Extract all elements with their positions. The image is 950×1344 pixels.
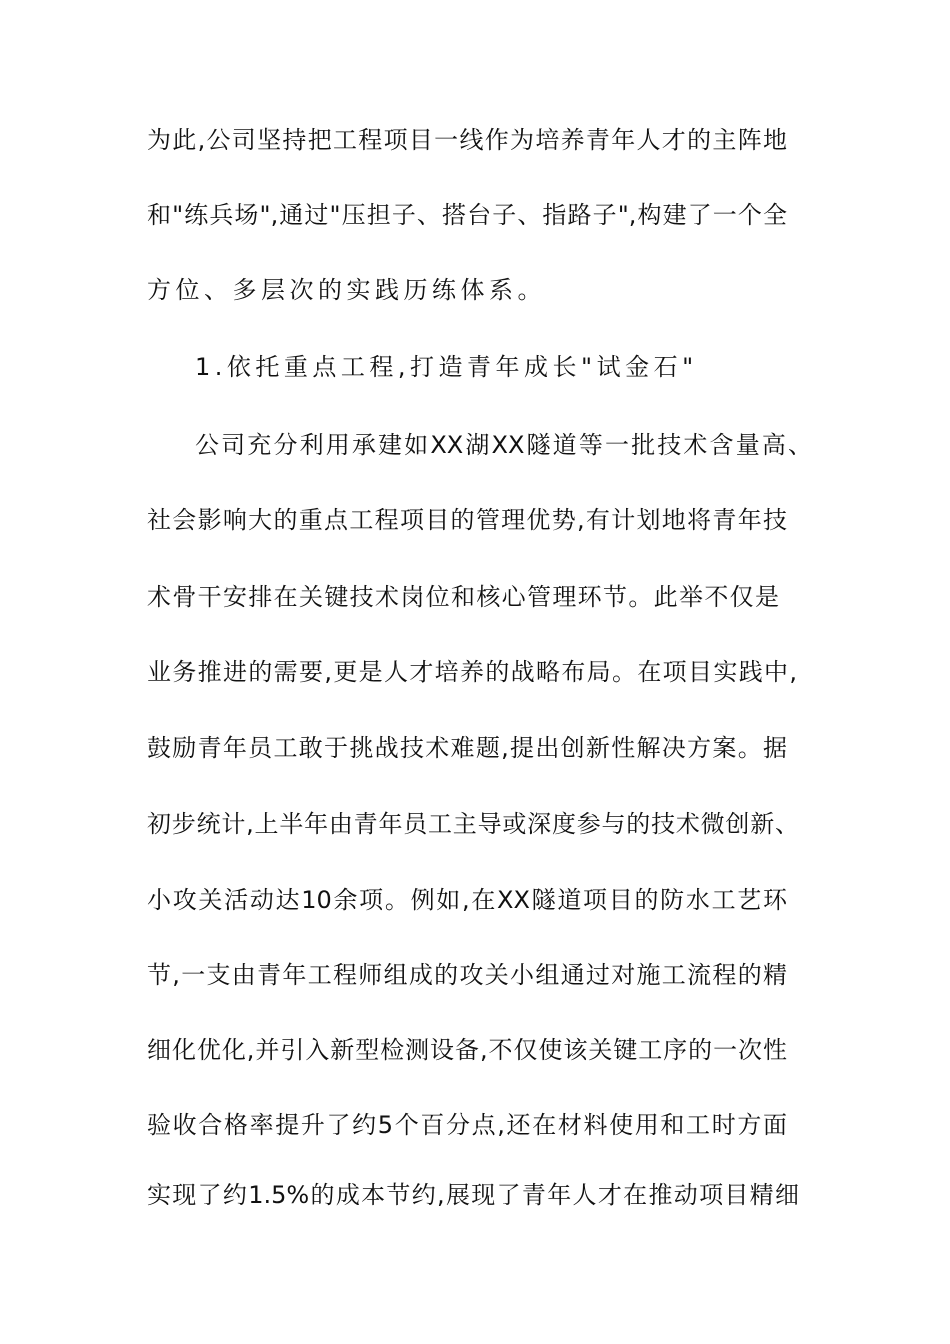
paragraph-line: 节,一支由青年工程师组成的攻关小组通过对施工流程的精: [147, 961, 787, 989]
paragraph-line: 和"练兵场",通过"压担子、搭台子、指路子",构建了一个全: [147, 201, 787, 229]
paragraph-line: 鼓励青年员工敢于挑战技术难题,提出创新性解决方案。据: [147, 734, 787, 762]
paragraph-line: 小攻关活动达10余项。例如,在XX隧道项目的防水工艺环: [147, 886, 787, 914]
paragraph-line: 公司充分利用承建如XX湖XX隧道等一批技术含量高、: [195, 431, 812, 459]
paragraph-line: 方位、多层次的实践历练体系。: [147, 276, 546, 304]
paragraph-line: 术骨干安排在关键技术岗位和核心管理环节。此举不仅是: [147, 583, 779, 611]
paragraph-line: 为此,公司坚持把工程项目一线作为培养青年人才的主阵地: [147, 126, 787, 154]
paragraph-line: 细化优化,并引入新型检测设备,不仅使该关键工序的一次性: [147, 1036, 787, 1064]
paragraph-line: 社会影响大的重点工程项目的管理优势,有计划地将青年技: [147, 506, 787, 534]
paragraph-line: 业务推进的需要,更是人才培养的战略布局。在项目实践中,: [147, 658, 797, 686]
paragraph-line: 实现了约1.5%的成本节约,展现了青年人才在推动项目精细: [147, 1181, 799, 1209]
paragraph-line: 初步统计,上半年由青年员工主导或深度参与的技术微创新、: [147, 810, 799, 838]
section-heading: 1.依托重点工程,打造青年成长"试金石": [195, 353, 698, 381]
paragraph-line: 验收合格率提升了约5个百分点,还在材料使用和工时方面: [147, 1111, 787, 1139]
